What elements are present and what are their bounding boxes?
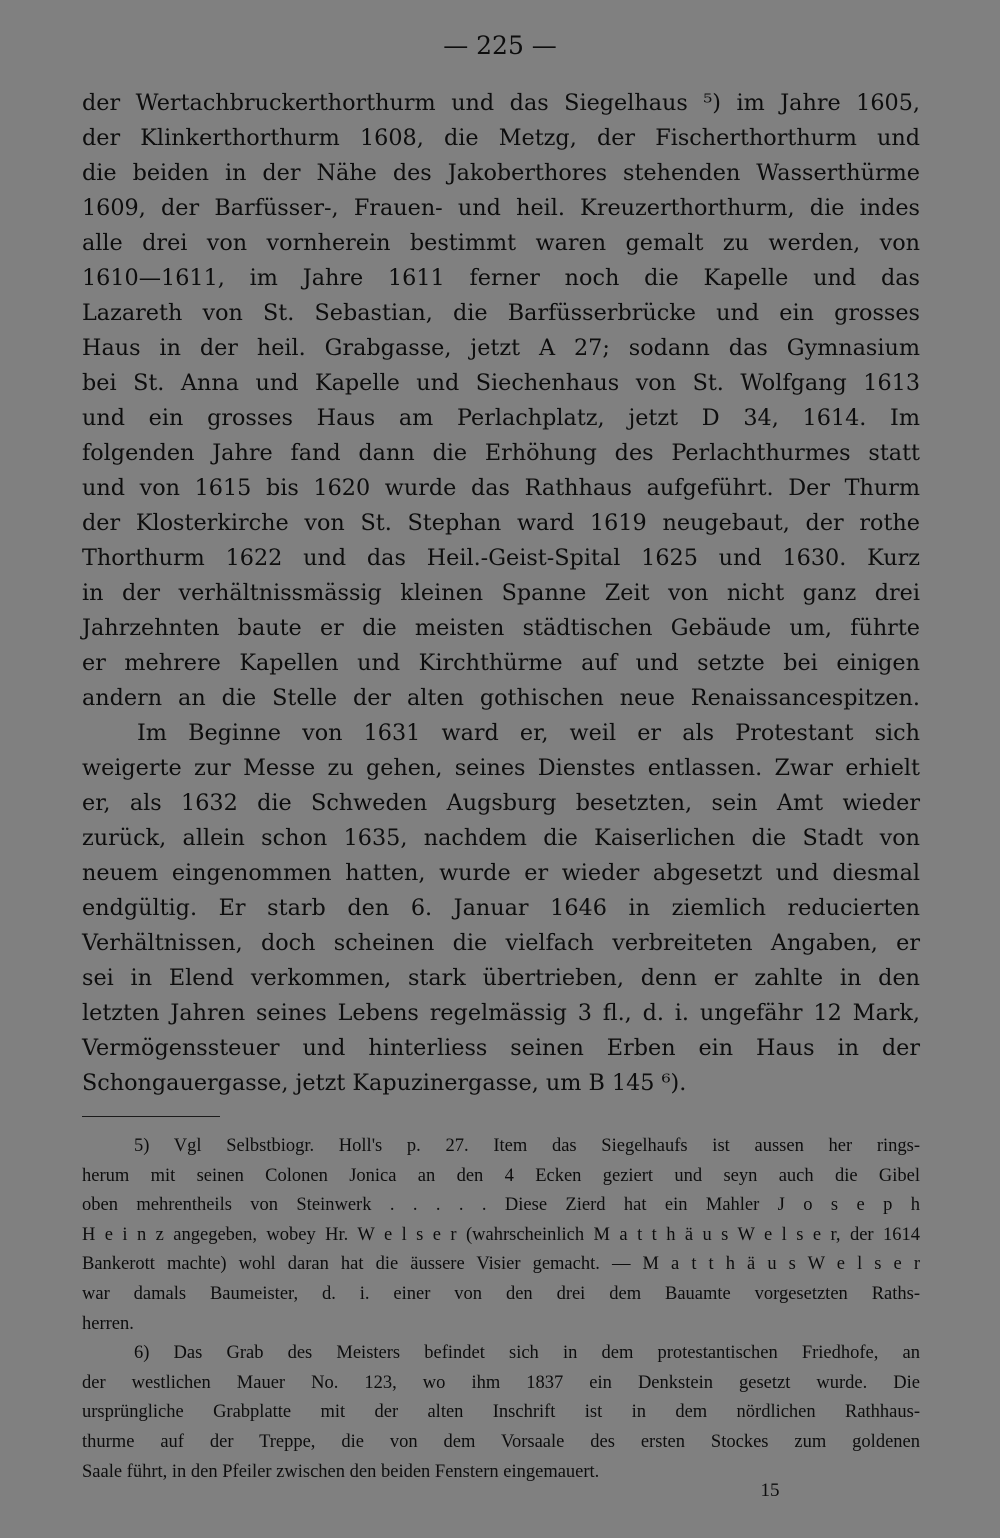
text-line: letzten Jahren seines Lebens regelmässig 3 fl., d. i. ungefähr 12 Mark,	[82, 1000, 920, 1026]
footnote-5-line: oben mehrentheils von Steinwerk . . . . . Diese Zierd hat ein Mahler J o s e p h	[82, 1195, 920, 1216]
text-line: folgenden Jahre fand dann die Erhöhung des Perlachthurmes statt	[82, 440, 920, 466]
text-line: und ein grosses Haus am Perlachplatz, jetzt D 34, 1614. Im	[82, 405, 920, 431]
footnote-6-line: der westlichen Mauer No. 123, wo ihm 1837 ein Denkstein gesetzt wurde. Die	[82, 1372, 920, 1393]
footnote-5-line: Bankerott machte) wohl daran hat die äussere Visier gemacht. — M a t t h ä u s W e l s e r	[82, 1254, 920, 1275]
text-line: weigerte zur Messe zu gehen, seines Dienstes entlassen. Zwar erhielt	[82, 755, 920, 781]
main-text	[82, 86, 920, 1101]
text-line: 1610—1611, im Jahre 1611 ferner noch die Kapelle und das	[82, 265, 920, 291]
text-line: der Klinkerthorthurm 1608, die Metzg, der Fischerthorthurm und	[82, 125, 920, 151]
text-line: 1609, der Barfüsser-, Frauen- und heil. Kreuzerthorthurm, die indes	[82, 195, 920, 221]
footnote-5-line: war damals Baumeister, d. i. einer von den drei dem Bauamte vorgesetzten Raths-	[82, 1283, 920, 1304]
text-line: und von 1615 bis 1620 wurde das Rathhaus aufgeführt. Der Thurm	[82, 475, 920, 501]
footnote-6-line: ursprüngliche Grabplatte mit der alten Inschrift ist in dem nördlichen Rathhaus-	[82, 1402, 920, 1423]
footnote-5-line: 5) Vgl Selbstbiogr. Holl's p. 27. Item das Siegelhaufs ist aussen her rings-	[134, 1136, 920, 1156]
footnote-5-line: herren.	[82, 1313, 134, 1334]
text-line: in der verhältnissmässig kleinen Spanne Zeit von nicht ganz drei	[82, 580, 920, 606]
signature-mark: 15	[760, 1480, 780, 1501]
footnote-6-line: thurme auf der Treppe, die von dem Vorsaale des ersten Stockes zum goldenen	[82, 1431, 920, 1452]
text-line: neuem eingenommen hatten, wurde er wieder abgesetzt und diesmal	[82, 860, 920, 886]
paragraph-start-line: Im Beginne von 1631 ward er, weil er als Protestant sich	[137, 720, 920, 746]
footnote-separator	[82, 1116, 220, 1117]
text-line: Verhältnissen, doch scheinen die vielfach verbreiteten Angaben, er	[82, 930, 920, 956]
text-line: Haus in der heil. Grabgasse, jetzt A 27; sodann das Gymnasium	[82, 335, 920, 361]
text-line: Vermögenssteuer und hinterliess seinen Erben ein Haus in der	[82, 1035, 920, 1061]
text-line: der Klosterkirche von St. Stephan ward 1619 neugebaut, der rothe	[82, 510, 920, 536]
footnote-5-line: H e i n z angegeben, wobey Hr. W e l s e r (wahrscheinlich M a t t h ä u s W e l s e r, der 1614	[82, 1224, 920, 1245]
text-line: die beiden in der Nähe des Jakoberthores stehenden Wasserthürme	[82, 160, 920, 186]
text-line: bei St. Anna und Kapelle und Siechenhaus von St. Wolfgang 1613	[82, 370, 920, 396]
footnote-6-line: Saale führt, in den Pfeiler zwischen den beiden Fenstern eingemauert.	[82, 1461, 600, 1482]
text-line: andern an die Stelle der alten gothischen neue Renaissancespitzen.	[82, 685, 920, 711]
text-line: Jahrzehnten baute er die meisten städtischen Gebäude um, führte	[82, 615, 920, 641]
footnote-6-line: 6) Das Grab des Meisters befindet sich in dem protestantischen Friedhofe, an	[134, 1343, 920, 1364]
text-line: Thorthurm 1622 und das Heil.-Geist-Spital 1625 und 1630. Kurz	[82, 545, 920, 571]
text-line: sei in Elend verkommen, stark übertrieben, denn er zahlte in den	[82, 965, 920, 991]
text-line: der Wertachbruckerthorthurm und das Siegelhaus ⁵) im Jahre 1605,	[82, 90, 920, 116]
text-line: alle drei von vornherein bestimmt waren gemalt zu werden, von	[82, 230, 920, 256]
text-line: zurück, allein schon 1635, nachdem die Kaiserlichen die Stadt von	[82, 825, 920, 851]
text-line: endgültig. Er starb den 6. Januar 1646 in ziemlich reducierten	[82, 895, 920, 921]
footnotes	[82, 1132, 920, 1487]
text-line: Lazareth von St. Sebastian, die Barfüsserbrücke und ein grosses	[82, 300, 920, 326]
text-line: Schongauergasse, jetzt Kapuzinergasse, um B 145 ⁶).	[82, 1070, 687, 1096]
footnote-5-line: herum mit seinen Colonen Jonica an den 4 Ecken geziert und seyn auch die Gibel	[82, 1165, 920, 1186]
page-number: — 225 —	[443, 31, 557, 60]
text-line: er mehrere Kapellen und Kirchthürme auf und setzte bei einigen	[82, 650, 920, 676]
text-line: er, als 1632 die Schweden Augsburg besetzten, sein Amt wieder	[82, 790, 920, 816]
